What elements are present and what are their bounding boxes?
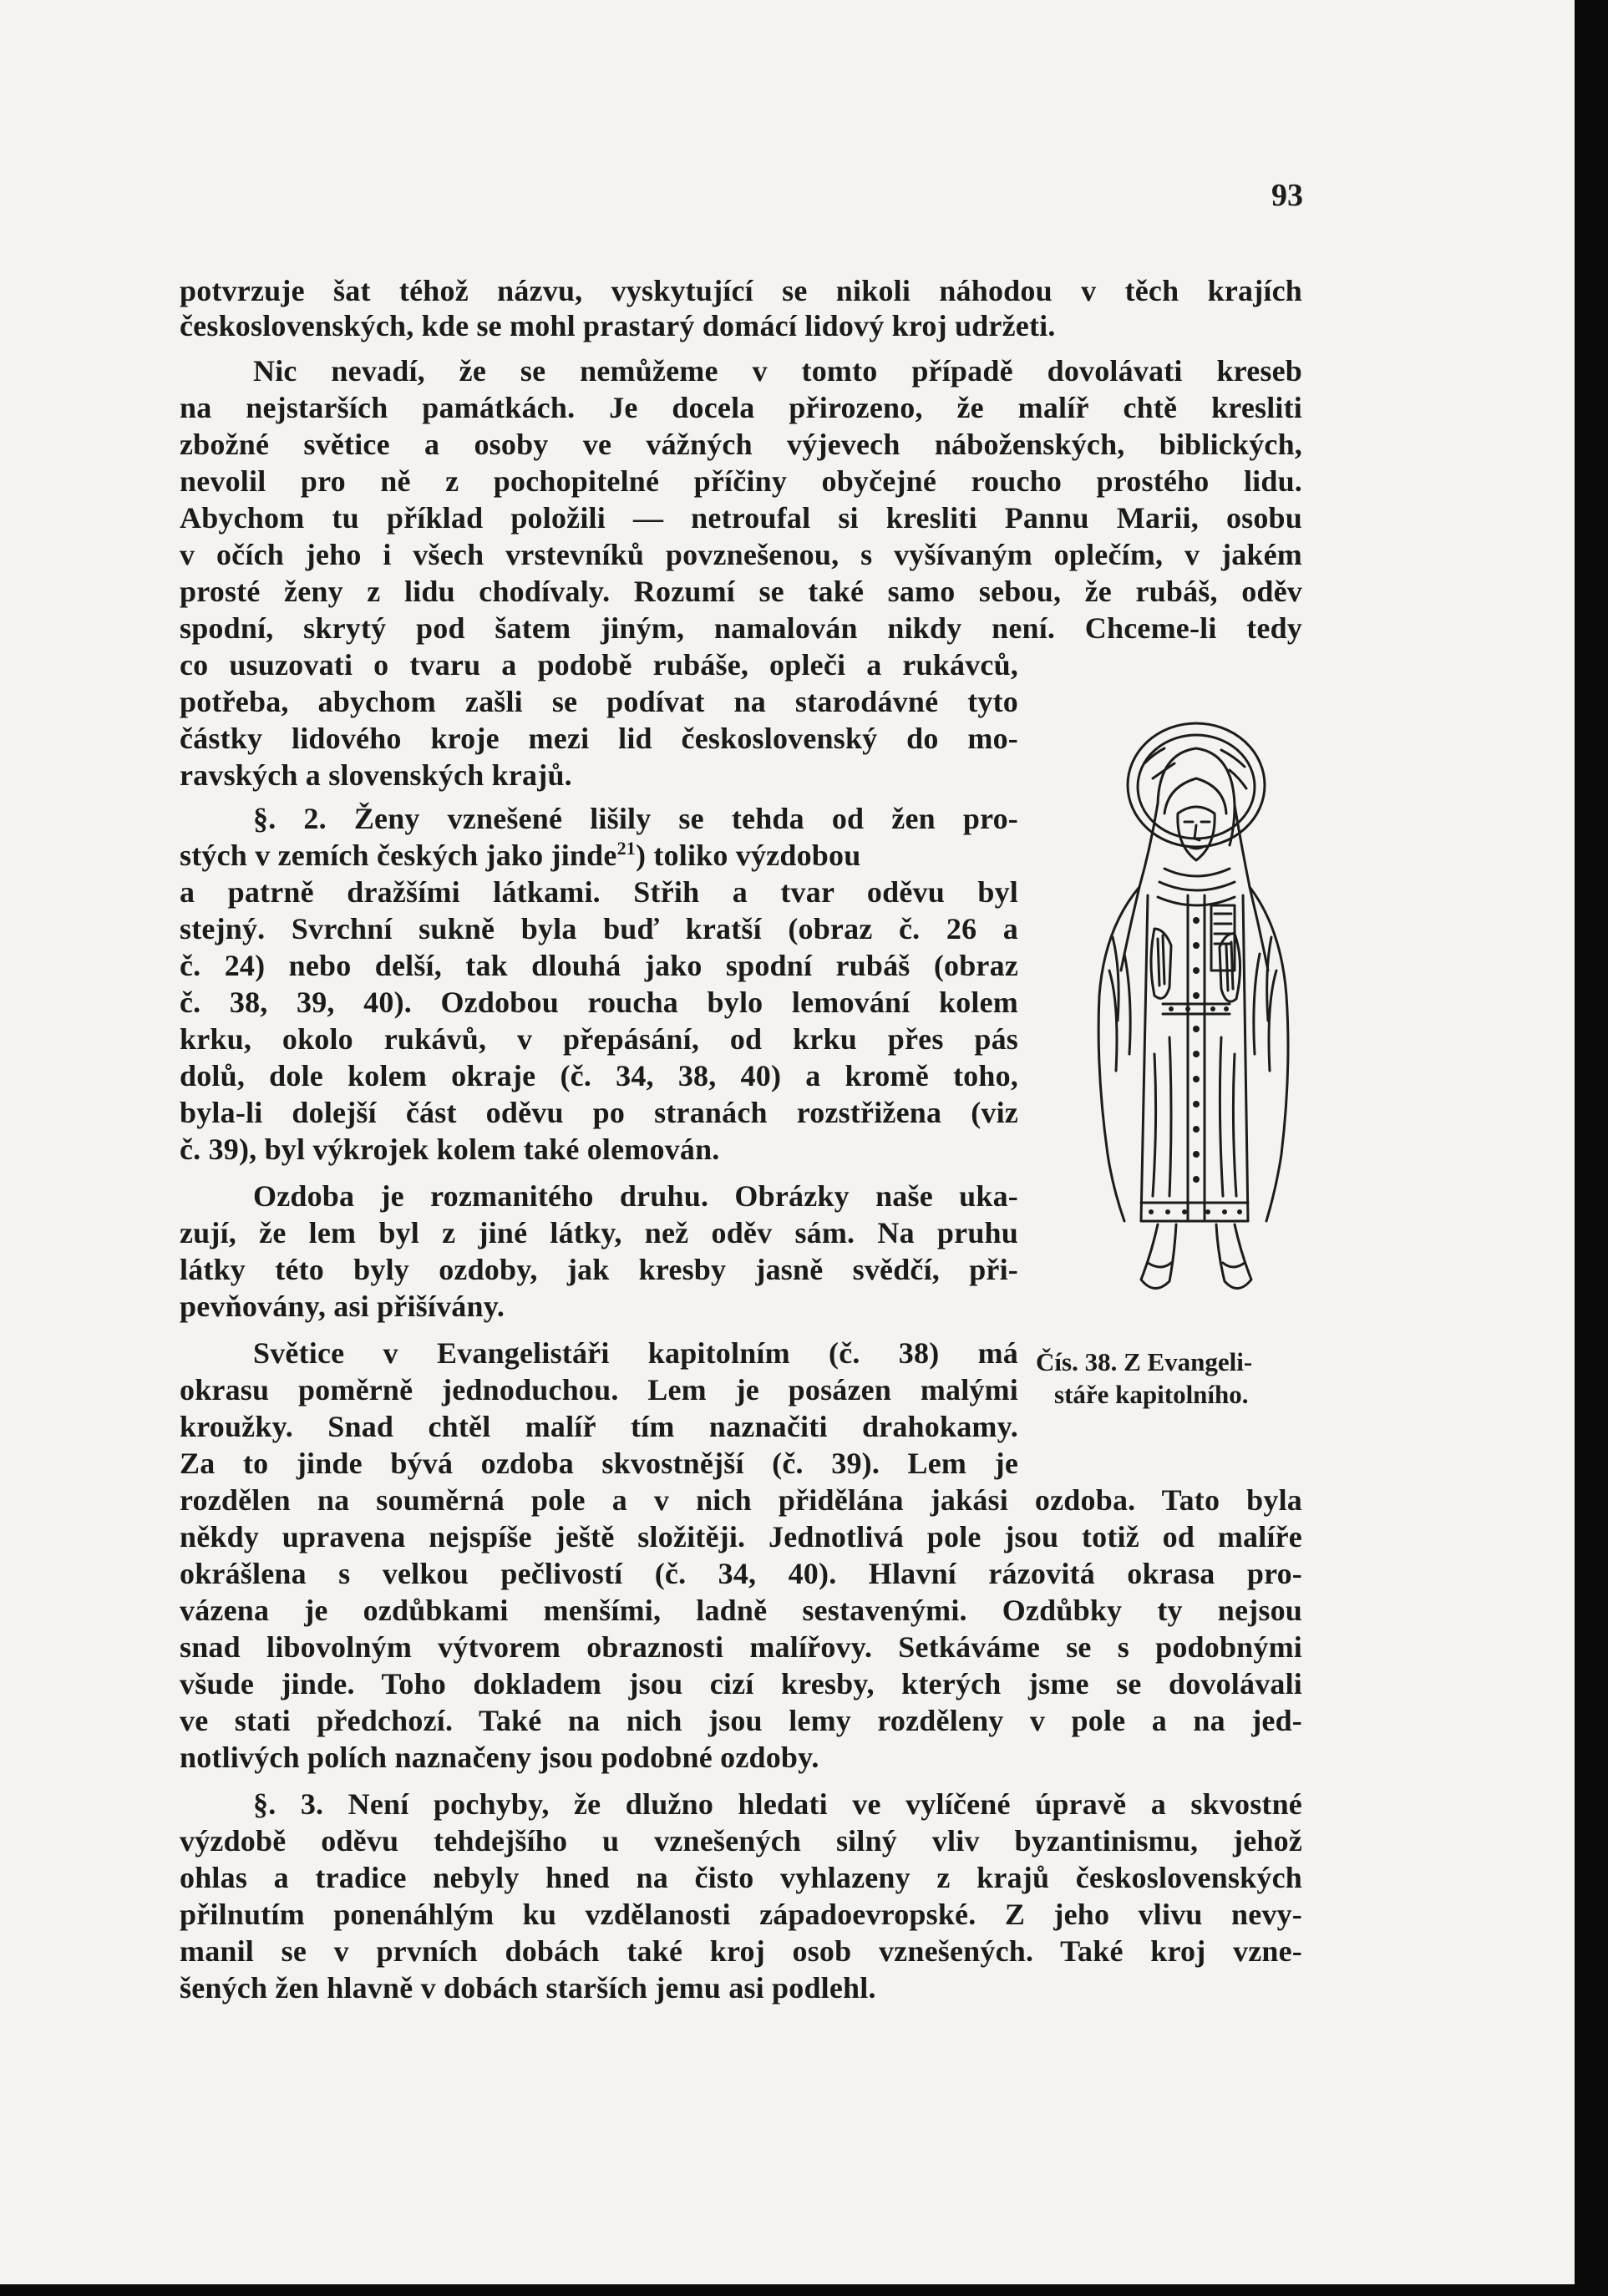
text-line: ravských a slovenských krajů. xyxy=(180,758,572,792)
text-line: československých, kde se mohl prastarý domácí lidový kroj udržeti. xyxy=(180,309,1056,342)
text-line: notlivých polích naznačeny jsou podobné ozdoby. xyxy=(180,1741,819,1774)
text-line: manil se v prvních dobách také kroj osob vznešených. Také kroj vzne- xyxy=(180,1934,1302,1968)
text-line: stejný. Svrchní sukně byla buď kratší (obraz č. 26 a xyxy=(180,912,1018,945)
text-line: dolů, dole kolem okraje (č. 34, 38, 40) a kromě toho, xyxy=(180,1059,1018,1092)
text-line: §. 3. Není pochyby, že dlužno hledati ve vylíčené úpravě a skvostné xyxy=(253,1787,1302,1821)
text-line: č. 24) nebo delší, tak dlouhá jako spodní rubáš (obraz xyxy=(180,949,1018,982)
text-line: pevňovány, asi přišívány. xyxy=(180,1290,505,1323)
scan-edge xyxy=(1575,0,1608,2296)
text-line: potvrzuje šat téhož názvu, vyskytující se nikoli náhodou v těch krajích xyxy=(180,274,1302,307)
footnote-ref: 21 xyxy=(616,838,636,859)
text-line: látky této byly ozdoby, jak kresby jasně svědčí, při- xyxy=(180,1253,1018,1286)
text-line: Světice v Evangelistáři kapitolním (č. 38) má xyxy=(253,1336,1018,1370)
text-line: okrášlena s velkou pečlivostí (č. 34, 40). Hlavní rázovitá okrasa pro- xyxy=(180,1557,1302,1590)
scan-edge xyxy=(0,2284,1608,2296)
text-line: §. 2. Ženy vznešené lišily se tehda od žen pro- xyxy=(253,802,1018,835)
text-line: v očích jeho i všech vrstevníků povznešenou, s vyšívaným oplečím, v jakém xyxy=(180,538,1302,571)
text-line: všude jinde. Toho dokladem jsou cizí kresby, kterých jsme se dovolávali xyxy=(180,1667,1302,1700)
text-line: Ozdoba je rozmanitého druhu. Obrázky naše uka- xyxy=(253,1179,1018,1213)
text-line: vázena je ozdůbkami menšími, ladně sestavenými. Ozdůbky ty nejsou xyxy=(180,1594,1302,1627)
figure-caption: stáře kapitolního. xyxy=(1054,1380,1249,1409)
text-line: krku, okolo rukávů, v přepásání, od krku přes pás xyxy=(180,1022,1018,1056)
text-line: ohlas a tradice nebyly hned na čisto vyhlazeny z krajů československých xyxy=(180,1861,1302,1894)
saint-illustration xyxy=(1071,720,1313,1334)
text-line: Za to jinde bývá ozdoba skvostnější (č. 39). Lem je xyxy=(180,1447,1018,1480)
text-line: prosté ženy z lidu chodívaly. Rozumí se také samo sebou, že rubáš, oděv xyxy=(180,575,1302,608)
text-line: č. 38, 39, 40). Ozdobou roucha bylo lemování kolem xyxy=(180,986,1018,1019)
text-line: Abychom tu příklad položili — netroufal si kresliti Pannu Marii, osobu xyxy=(180,501,1302,535)
text-line: potřeba, abychom zašli se podívat na starodávné tyto xyxy=(180,685,1018,718)
text-line: a patrně dražšími látkami. Střih a tvar oděvu byl xyxy=(180,875,1018,909)
text-line: kroužky. Snad chtěl malíř tím naznačiti drahokamy. xyxy=(180,1410,1018,1443)
text-line: ve stati předchozí. Také na nich jsou lemy rozděleny v pole a na jed- xyxy=(180,1704,1302,1737)
text-line: na nejstarších památkách. Je docela přirozeno, že malíř chtě kresliti xyxy=(180,391,1302,424)
text-line-with-footnote xyxy=(180,837,1018,874)
text-line: zují, že lem byl z jiné látky, než oděv sám. Na pruhu xyxy=(180,1216,1018,1249)
text-line: přilnutím ponenáhlým ku vzdělanosti západoevropské. Z jeho vlivu nevy- xyxy=(180,1898,1302,1931)
text-line: okrasu poměrně jednoduchou. Lem je posázen malými xyxy=(180,1373,1018,1406)
text-line: co usuzovati o tvaru a podobě rubáše, opleči a rukávců, xyxy=(180,648,1018,682)
text-line: rozdělen na souměrná pole a v nich přidělána jakási ozdoba. Tato byla xyxy=(180,1483,1302,1517)
text-fragment: ) toliko výzdobou xyxy=(635,839,861,872)
text-line: snad libovolným výtvorem obraznosti malířovy. Setkáváme se s podobnými xyxy=(180,1630,1302,1664)
text-line: šených žen hlavně v dobách starších jemu asi podlehl. xyxy=(180,1971,876,2005)
text-line: byla-li dolejší část oděvu po stranách rozstřižena (viz xyxy=(180,1096,1018,1129)
text-line: částky lidového kroje mezi lid československý do mo- xyxy=(180,722,1018,755)
text-line: č. 39), byl výkrojek kolem také olemován. xyxy=(180,1133,720,1166)
figure-caption: Čís. 38. Z Evangeli- xyxy=(1036,1347,1253,1376)
text-line: spodní, skrytý pod šatem jiným, namalován nikdy není. Chceme-li tedy xyxy=(180,611,1302,645)
page-number: 93 xyxy=(1271,178,1303,213)
text-line: nevolil pro ně z pochopitelné příčiny obyčejné roucho prostého lidu. xyxy=(180,464,1302,498)
text-line: Nic nevadí, že se nemůžeme v tomto případě dovolávati kreseb xyxy=(253,354,1302,388)
text-line: zbožné světice a osoby ve vážných výjevech náboženských, biblických, xyxy=(180,428,1302,461)
text-fragment: stých v zemích českých jako jinde xyxy=(180,839,617,872)
text-line: někdy upravena nejspíše ještě složitěji. Jednotlivá pole jsou totiž od malíře xyxy=(180,1520,1302,1553)
text-line: výzdobě oděvu tehdejšího u vznešených silný vliv byzantinismu, jehož xyxy=(180,1824,1302,1858)
